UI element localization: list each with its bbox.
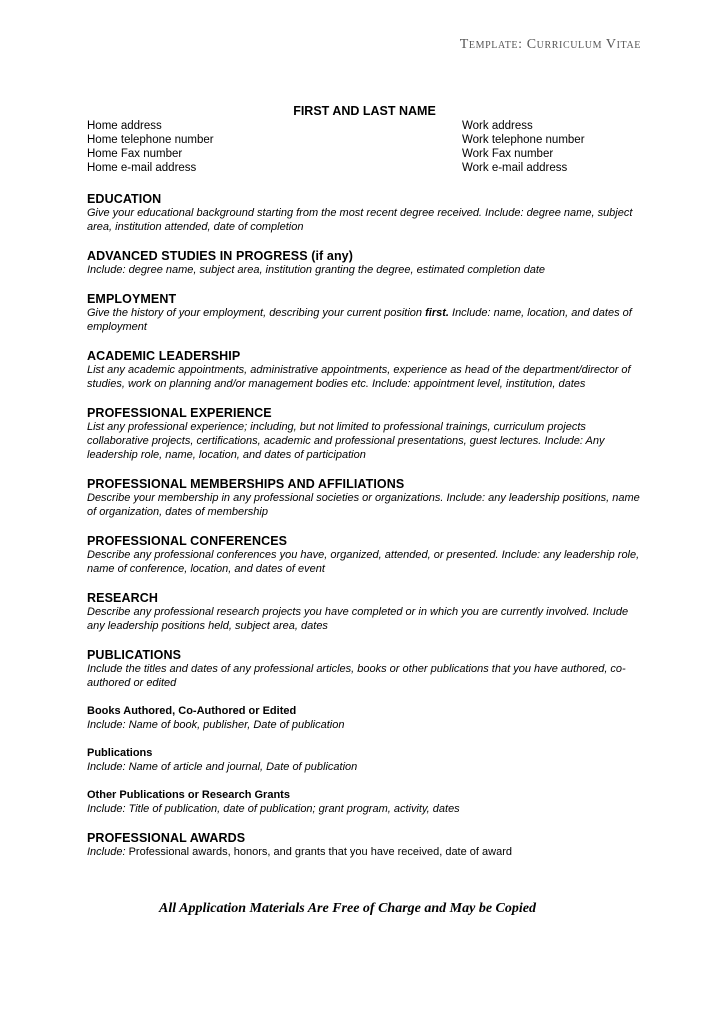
section-description: Include the titles and dates of any professional articles, books or other publications that you have authored, co-authored or edited [87, 663, 626, 689]
subsection-description: Include: Name of book, publisher, Date of publication [87, 719, 345, 731]
description-lead: Include: [87, 846, 126, 858]
section-description: Give your educational background starting from the most recent degree received. Include: degree name, subject area, institution attended, date of completion [87, 207, 633, 233]
emphasis-first: first. [425, 307, 449, 319]
work-fax: Work Fax number [462, 148, 554, 160]
section-description: List any professional experience; including, but not limited to professional trainings, curriculum projects collaborative projects, certifications, academic and professional presentations, guest lectures. Include: Any leadership role, name, location, and dates of participation [87, 421, 605, 461]
section-advanced-studies [87, 249, 642, 277]
contact-block [87, 119, 642, 177]
home-telephone: Home telephone number [87, 134, 214, 146]
subsection-description: Include: Title of publication, date of publication; grant program, activity, dates [87, 803, 460, 815]
section-professional-experience [87, 406, 642, 462]
section-employment [87, 292, 642, 334]
section-description: Include: degree name, subject area, institution granting the degree, estimated completion date [87, 264, 546, 276]
section-awards [87, 831, 642, 859]
section-description: Describe any professional conferences you have, organized, attended, or presented. Include: any leadership role, name of conference, location, and dates of event [87, 549, 640, 575]
section-publications [87, 648, 642, 816]
section-description [87, 845, 642, 859]
section-title: PROFESSIONAL CONFERENCES [87, 534, 288, 548]
description-text: Include: name, location, and dates of employment [87, 307, 632, 333]
subsection-other-publications [87, 788, 642, 816]
section-description [87, 306, 642, 334]
subsection-books [87, 704, 642, 732]
section-education [87, 192, 642, 234]
work-email: Work e-mail address [462, 162, 568, 174]
subsection-publications [87, 746, 642, 774]
home-address: Home address [87, 120, 162, 132]
section-description: List any academic appointments, administrative appointments, experience as head of the department/director of studies, work on planning and/or management bodies etc. Include: appointment level, institution, dates [87, 364, 631, 390]
section-title: ACADEMIC LEADERSHIP [87, 349, 241, 363]
home-contact-column [87, 119, 214, 175]
section-title: EDUCATION [87, 192, 162, 206]
home-fax: Home Fax number [87, 148, 183, 160]
section-description: Describe your membership in any professional societies or organizations. Include: any leadership positions, name of organization, dates of membership [87, 492, 640, 518]
description-text: Give the history of your employment, describing your current position [87, 307, 426, 319]
section-title: ADVANCED STUDIES IN PROGRESS (if any) [87, 249, 353, 263]
subsection-description: Include: Name of article and journal, Date of publication [87, 761, 358, 773]
section-title: RESEARCH [87, 591, 158, 605]
subsection-title: Publications [87, 747, 153, 759]
work-contact-column [462, 119, 585, 175]
section-memberships [87, 477, 642, 519]
subsection-title: Other Publications or Research Grants [87, 789, 290, 801]
section-title: PROFESSIONAL AWARDS [87, 831, 246, 845]
subsection-title: Books Authored, Co-Authored or Edited [87, 705, 297, 717]
section-title: PROFESSIONAL MEMBERSHIPS AND AFFILIATIONS [87, 477, 405, 491]
cv-page [87, 103, 642, 859]
home-email: Home e-mail address [87, 162, 197, 174]
section-research [87, 591, 642, 633]
section-conferences [87, 534, 642, 576]
template-header: Template: Curriculum Vitae [459, 37, 641, 52]
section-title: PUBLICATIONS [87, 648, 182, 662]
footer-note: All Application Materials Are Free of Charge and May be Copied [159, 901, 536, 916]
section-title: PROFESSIONAL EXPERIENCE [87, 406, 272, 420]
section-academic-leadership [87, 349, 642, 391]
section-description: Describe any professional research projects you have completed or in which you are currently involved. Include any leadership positions held, subject area, dates [87, 606, 629, 632]
section-title: EMPLOYMENT [87, 292, 177, 306]
work-telephone: Work telephone number [462, 134, 585, 146]
work-address: Work address [462, 120, 533, 132]
description-text: Professional awards, honors, and grants that you have received, date of award [125, 846, 512, 858]
cv-name-heading: FIRST AND LAST NAME [293, 104, 436, 118]
